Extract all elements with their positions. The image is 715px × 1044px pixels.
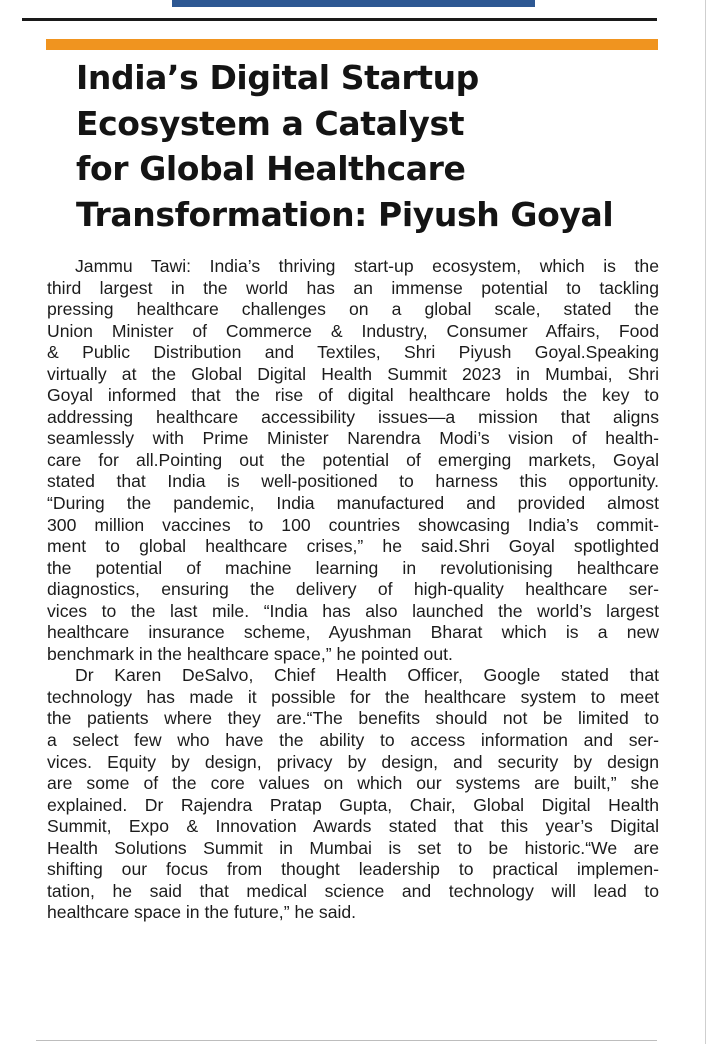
body-line: & Public Distribution and Textiles, Shri Piyush Goyal.Speaking [47, 342, 659, 363]
body-line: a select few who have the ability to access information and ser- [47, 730, 659, 751]
top-rule [22, 18, 657, 21]
body-line: pressing healthcare challenges on a global scale, stated the [47, 299, 659, 320]
bottom-rule [36, 1040, 657, 1041]
body-line: are some of the core values on which our systems are built,” she [47, 773, 659, 794]
body-line: tation, he said that medical science and technology will lead to [47, 880, 659, 901]
headline-line: for Global Healthcare [76, 149, 466, 188]
page-edge-line [705, 0, 706, 1044]
paragraph-2 [47, 665, 659, 924]
body-line: seamlessly with Prime Minister Narendra Modi’s vision of health- [47, 428, 659, 449]
body-line: Health Solutions Summit in Mumbai is set to be historic.“We are [47, 837, 659, 858]
body-line: healthcare insurance scheme, Ayushman Bharat which is a new [47, 622, 659, 643]
body-line: addressing healthcare accessibility issues—a mission that aligns [47, 406, 659, 427]
article-headline [76, 55, 676, 237]
body-line: Jammu Tawi: India’s thriving start-up ecosystem, which is the [75, 256, 659, 276]
body-line: diagnostics, ensuring the delivery of high-quality healthcare ser- [47, 579, 659, 600]
body-line: the potential of machine learning in revolutionising healthcare [47, 557, 659, 578]
body-line: benchmark in the healthcare space,” he pointed out. [47, 643, 453, 664]
headline-line: India’s Digital Startup [76, 58, 479, 97]
body-line: 300 million vaccines to 100 countries showcasing India’s commit- [47, 514, 659, 535]
article-body [47, 256, 659, 924]
body-line: explained. Dr Rajendra Pratap Gupta, Chair, Global Digital Health [47, 794, 659, 815]
headline-line: Transformation: Piyush Goyal [76, 194, 614, 234]
body-line: the patients where they are.“The benefits should not be limited to [47, 708, 659, 729]
body-line: “During the pandemic, India manufactured and provided almost [47, 493, 659, 514]
body-line: ment to global healthcare crises,” he said.Shri Goyal spotlighted [47, 536, 659, 557]
headline-line: Ecosystem a Catalyst [76, 103, 465, 143]
body-line: Dr Karen DeSalvo, Chief Health Officer, Google stated that [75, 665, 659, 686]
body-line: Summit, Expo & Innovation Awards stated that this year’s Digital [47, 816, 659, 837]
body-line: care for all.Pointing out the potential of emerging markets, Goyal [47, 449, 659, 470]
orange-accent-bar [46, 39, 658, 50]
paragraph-1 [47, 256, 659, 665]
top-blue-bar [172, 0, 535, 7]
body-line: shifting our focus from thought leadership to practical implemen- [47, 859, 659, 880]
body-line: vices. Equity by design, privacy by design, and security by design [47, 751, 659, 772]
body-line: vices to the last mile. “India has also launched the world’s largest [47, 600, 659, 621]
body-line: healthcare space in the future,” he said. [47, 902, 357, 923]
body-line: technology has made it possible for the healthcare system to meet [47, 686, 659, 707]
body-line: virtually at the Global Digital Health Summit 2023 in Mumbai, Shri [47, 363, 659, 384]
body-line: Goyal informed that the rise of digital healthcare holds the key to [47, 385, 659, 406]
body-line: stated that India is well-positioned to harness this opportunity. [47, 471, 659, 492]
body-line: Union Minister of Commerce & Industry, Consumer Affairs, Food [47, 320, 659, 341]
body-line: third largest in the world has an immense potential to tackling [47, 277, 659, 298]
